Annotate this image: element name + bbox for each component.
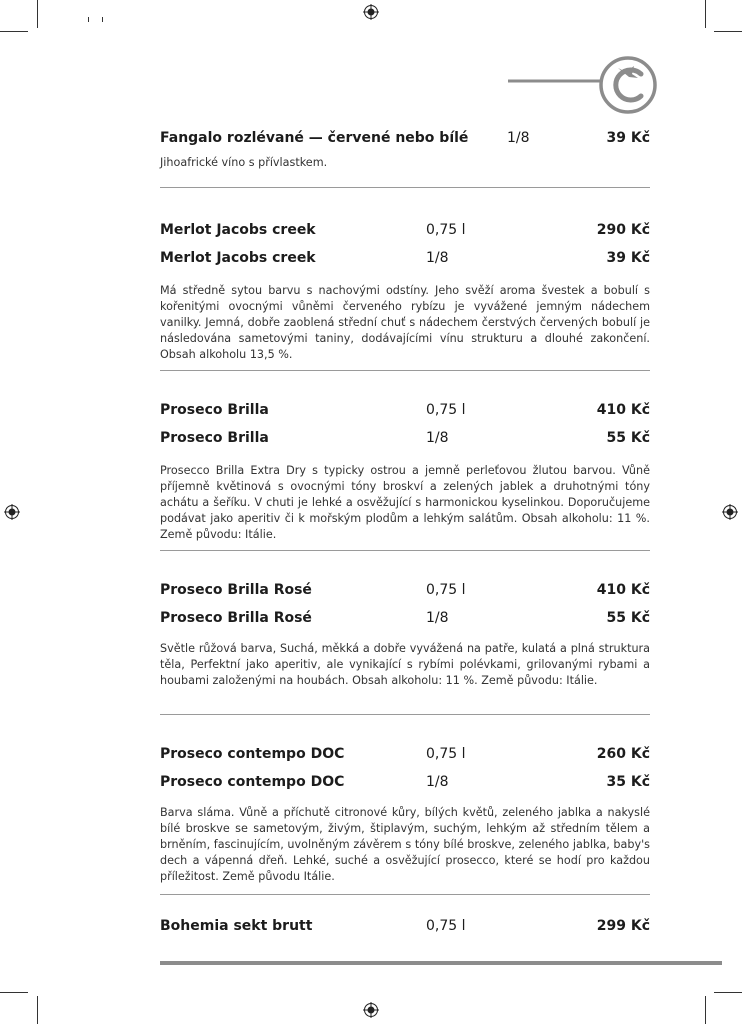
- item-name: Proseco Brilla: [160, 430, 269, 446]
- crop-mark: [88, 17, 89, 22]
- crop-mark: [102, 17, 103, 22]
- item-volume: 0,75 l: [426, 402, 466, 418]
- crop-mark: [714, 31, 742, 32]
- item-name: Proseco contempo DOC: [160, 746, 345, 762]
- item-volume: 0,75 l: [426, 222, 466, 238]
- section-divider: [160, 550, 650, 551]
- item-name: Merlot Jacobs creek: [160, 222, 316, 238]
- item-description: Prosecco Brilla Extra Dry s typicky ostrou a jemně perleťovou žlutou barvou. Vůně příjemně květinová s ovocnými tóny broskví a zelených jablek a druhotnými tóny achátu a šeříku. V chuti je lehké a osvěžující s harmonickou kyselinkou. Doporučujeme podávat jako aperitiv či k mořským plodům a lehkým salátům. Obsah alkoholu: 11 %. Země původu: Itálie.: [160, 464, 650, 541]
- item-volume: 1/8: [507, 130, 530, 146]
- item-price: 410 Kč: [596, 402, 650, 418]
- crop-mark: [37, 996, 38, 1024]
- item-name: Fangalo rozlévané — červené nebo bílé: [160, 130, 469, 146]
- item-volume: 1/8: [426, 774, 449, 790]
- item-name: Merlot Jacobs creek: [160, 250, 316, 266]
- menu-row: [160, 400, 650, 420]
- crop-mark: [714, 992, 742, 993]
- item-price: 55 Kč: [606, 430, 650, 446]
- item-name: Proseco contempo DOC: [160, 774, 345, 790]
- item-volume: 0,75 l: [426, 582, 466, 598]
- item-price: 299 Kč: [596, 918, 650, 934]
- item-volume: 1/8: [426, 610, 449, 626]
- item-volume: 0,75 l: [426, 918, 466, 934]
- menu-row: [160, 248, 650, 268]
- crop-mark: [705, 996, 706, 1024]
- item-name: Proseco Brilla: [160, 402, 269, 418]
- menu-row: [160, 128, 650, 148]
- item-volume: 0,75 l: [426, 746, 466, 762]
- crop-mark: [0, 31, 28, 32]
- item-price: 290 Kč: [596, 222, 650, 238]
- crop-mark: [37, 0, 38, 28]
- section-divider: [160, 187, 650, 188]
- menu-row: [160, 428, 650, 448]
- menu-row: [160, 608, 650, 628]
- bottom-rule: [160, 961, 722, 965]
- menu-row: [160, 916, 650, 936]
- item-price: 35 Kč: [606, 774, 650, 790]
- item-description: Má středně sytou barvu s nachovými odstíny. Jeho svěží aroma švestek a bobulí s kořenitými ovocnými vůněmi červeného rybízu je vyvážené jemným nádechem vanilky. Jemná, dobře zaoblená střední chuť s nádechem čerstvých červených bobulí je následována sametovými taniny, dodávajícími vínu strukturu a dlouhé zakončení. Obsah alkoholu 13,5 %.: [160, 284, 650, 361]
- registration-mark-icon: [363, 4, 379, 20]
- crop-mark: [705, 0, 706, 28]
- item-price: 260 Kč: [596, 746, 650, 762]
- item-description: Jihoafrické víno s přívlastkem.: [160, 156, 328, 169]
- brand-logo: [508, 52, 658, 122]
- item-name: Proseco Brilla Rosé: [160, 610, 312, 626]
- item-price: 410 Kč: [596, 582, 650, 598]
- item-name: Bohemia sekt brutt: [160, 918, 313, 934]
- item-volume: 1/8: [426, 250, 449, 266]
- item-price: 39 Kč: [606, 250, 650, 266]
- menu-row: [160, 220, 650, 240]
- registration-mark-icon: [363, 1002, 379, 1018]
- crop-mark: [0, 992, 28, 993]
- menu-row: [160, 772, 650, 792]
- section-divider: [160, 714, 650, 715]
- menu-row: [160, 580, 650, 600]
- item-description: Barva sláma. Vůně a příchutě citronové kůry, bílých květů, zeleného jablka a nakyslé bílé broskve se sametovým, živým, štiplavým, suchým, lehkým až středním tělem a brněním, fascinujícím, uvolněným závěrem s tóny bílé broskve, zeleného jablka, baby's dech a vápenná dřeň. Lehké, suché a osvěžující prosecco, které se hodí pro každou příležitost. Země původu Itálie.: [160, 806, 650, 883]
- menu-row: [160, 744, 650, 764]
- item-volume: 1/8: [426, 430, 449, 446]
- c-circle-logo: [508, 52, 658, 122]
- section-divider: [160, 370, 650, 371]
- registration-mark-icon: [4, 504, 20, 520]
- registration-mark-icon: [722, 504, 738, 520]
- section-divider: [160, 894, 650, 895]
- item-price: 39 Kč: [606, 130, 650, 146]
- item-name: Proseco Brilla Rosé: [160, 582, 312, 598]
- item-description: Světle růžová barva, Suchá, měkká a dobře vyvážená na patře, kulatá a plná struktura těla, Perfektní jako aperitiv, ale vynikající s rybími polévkami, grilovanými rybami a houbami založenými na houbách. Obsah alkoholu: 11 %. Země původu: Itálie.: [160, 642, 650, 687]
- item-price: 55 Kč: [606, 610, 650, 626]
